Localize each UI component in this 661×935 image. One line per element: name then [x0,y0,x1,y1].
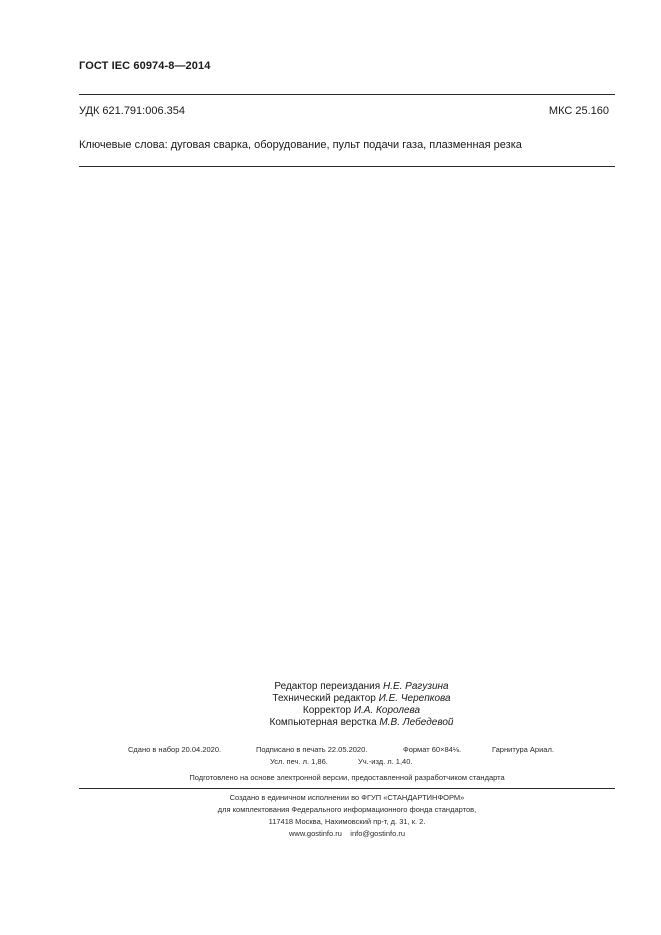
credit-editor: Редактор переиздания Н.Е. Рагузина [274,681,449,692]
imprint-publish-sheets: Уч.-изд. л. 1,40. [358,757,413,766]
publisher-website[interactable]: www.gostinfo.ru [288,829,342,838]
imprint-format: Формат 60×84⅛. [403,745,462,754]
document-code: ГОСТ IEC 60974-8—2014 [79,60,211,72]
publisher-contacts [79,829,615,838]
keywords-divider [79,166,615,167]
credit-corrector: Корректор И.А. Королева [302,705,421,716]
credit-tech-editor: Технический редактор И.Е. Черепкова [272,693,451,704]
mks-code: МКС 25.160 [548,105,609,117]
imprint-signed: Подписано в печать 22.05.2020. [256,745,368,754]
publisher-line1: Создано в единичном исполнении во ФГУП «СТАНДАРТИНФОРМ» [229,793,465,802]
publisher-address: 117418 Москва, Нахимовский пр-т, д. 31, к. 2. [268,817,426,826]
header-divider [79,94,615,95]
udk-code: УДК 621.791:006.354 [79,105,185,117]
publisher-line2: для комплектования Федерального информационного фонда стандартов, [217,805,477,814]
imprint-typeface: Гарнитура Ариал. [492,745,554,754]
keywords: Ключевые слова: дуговая сварка, оборудование, пульт подачи газа, плазменная резка [79,139,522,151]
credit-layout: Компьютерная верстка М.В. Лебедевой [269,717,454,728]
imprint-submitted: Сдано в набор 20.04.2020. [128,745,222,754]
credits-block [220,681,503,729]
publisher-email[interactable]: info@gostinfo.ru [350,829,406,838]
imprint-prepared: Подготовлено на основе электронной версии, предоставленной разработчиком стандарта [189,773,505,782]
publisher-divider [79,788,615,789]
imprint-print-sheets: Усл. печ. л. 1,86. [270,757,328,766]
